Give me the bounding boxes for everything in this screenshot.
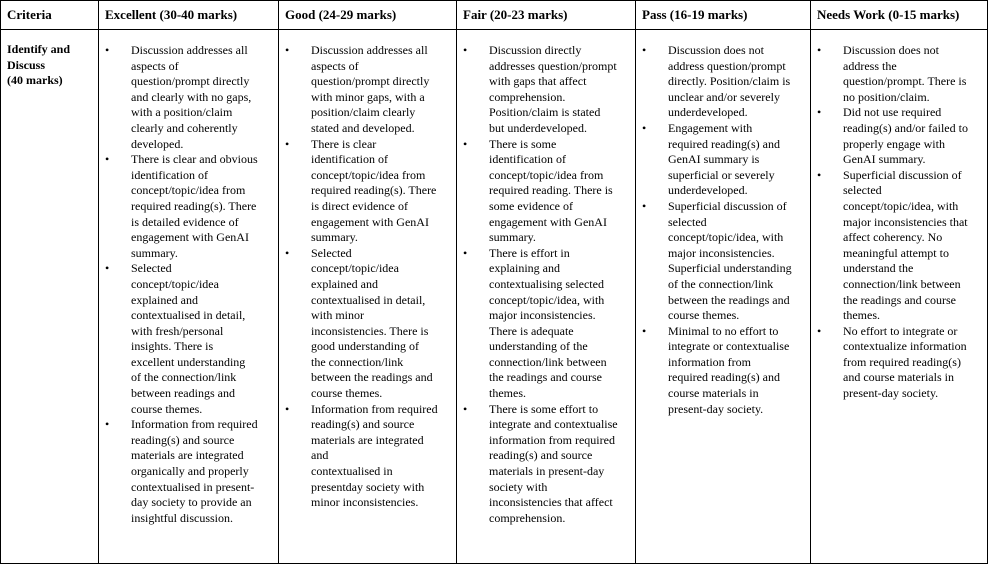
needs-work-bullet [811,105,987,167]
bullet-line: • Discussion directly [489,43,582,57]
identify-discuss-row [1,30,988,564]
bullet-line: present-day society. [843,386,939,401]
bullet-line: There is adequate [489,323,574,338]
bullet-line: position/claim clearly [311,105,416,120]
bullet-line: inconsistencies. There is [311,323,429,338]
bullet-line: identification of [131,167,208,182]
bullet-line: between the readings and [668,292,790,307]
bullet-line: no position/claim. [843,89,930,104]
bullet-line: engagement with GenAI [131,230,249,245]
bullet-line: integrate and contextualise [489,417,618,432]
good-bullet [279,246,456,402]
bullet-line: reading(s) and source [489,448,593,463]
bullet-line: contextualising selected [489,276,604,291]
bullet-line: insightful discussion. [131,510,234,525]
bullet-line: course themes. [311,386,383,401]
bullet-line: but underdeveloped. [489,120,587,135]
bullet-line: concept/topic/idea, with [668,230,784,245]
bullet-line: identification of [489,152,566,167]
bullet-line: • There is effort in [489,245,570,260]
bullet-line: the readings and course [489,370,602,385]
bullet-line: unclear and/or severely [668,89,780,104]
fair-cell [457,30,636,564]
bullet-line: minor inconsistencies. [311,495,419,510]
criteria-name-line1: Identify and [7,42,71,56]
needs-work-bullet [811,43,987,105]
bullet-line: • Discussion does not [843,43,939,57]
bullet-line: • There is clear and obvious [131,152,258,167]
bullet-line: • Superficial discussion of [843,167,962,182]
bullet-line: affect coherency. No [843,230,943,245]
bullet-line: day society to provide an [131,495,252,510]
bullet-line: GenAI summary. [843,152,926,167]
bullet-line: summary. [489,230,536,245]
bullet-line: from required reading(s) [843,354,961,369]
bullet-line: information from required [489,432,615,447]
bullet-line: clearly and coherently [131,120,238,135]
bullet-line: with fresh/personal [131,323,224,338]
bullet-line: explained and [131,292,198,307]
bullet-line: directly. Position/claim is [668,74,791,89]
bullet-line: • Information from required [311,401,438,416]
bullet-line: and [311,448,329,463]
bullet-line: concept/topic/idea from [131,183,246,198]
pass-bullet [636,121,810,199]
pass-bullet [636,324,810,418]
excellent-bullet-list [99,43,278,526]
good-cell [279,30,457,564]
bullet-line: some evidence of [489,198,573,213]
bullet-line: identification of [311,152,388,167]
bullet-line: understanding of the [489,339,588,354]
bullet-line: themes. [843,308,880,323]
bullet-line: • There is some [489,136,557,151]
bullet-line: • Information from required [131,417,258,432]
criteria-cell [1,30,99,564]
header-criteria: Criteria [1,1,99,30]
header-pass: Pass (16-19 marks) [636,1,811,30]
bullet-line: society with [489,479,548,494]
bullet-line: is detailed evidence of [131,214,239,229]
header-row [1,1,988,30]
bullet-line: major inconsistencies. [668,245,775,260]
header-excellent: Excellent (30-40 marks) [99,1,279,30]
bullet-line: the readings and course [843,292,956,307]
excellent-cell [99,30,279,564]
bullet-line: • There is some effort to [489,401,599,416]
excellent-bullet [99,43,278,152]
bullet-line: address the [843,58,897,73]
bullet-line: aspects of [311,58,359,73]
pass-bullet [636,43,810,121]
bullet-line: comprehension. [489,89,566,104]
bullet-line: course themes. [668,308,740,323]
needs-work-bullet-list [811,43,987,402]
needs-work-cell [811,30,988,564]
bullet-line: good understanding of [311,339,419,354]
bullet-line: is direct evidence of [311,198,408,213]
bullet-line: developed. [131,136,184,151]
bullet-line: • There is clear [311,136,377,151]
bullet-line: materials are integrated [311,432,424,447]
header-fair: Fair (20-23 marks) [457,1,636,30]
bullet-line: concept/topic/idea, with [843,198,959,213]
bullet-line: materials are integrated [131,448,244,463]
bullet-line: reading(s) and source [311,417,415,432]
bullet-line: contextualised in detail, [131,308,246,323]
needs-work-bullet [811,168,987,324]
bullet-line: information from [668,354,751,369]
header-good: Good (24-29 marks) [279,1,457,30]
bullet-line: question/prompt directly [131,74,250,89]
good-bullet [279,402,456,511]
bullet-line: comprehension. [489,510,566,525]
bullet-line: understand the [843,261,914,276]
bullet-line: insights. There is [131,339,214,354]
fair-bullet [457,137,635,246]
bullet-line: major inconsistencies that [843,214,968,229]
bullet-line: aspects of [131,58,179,73]
pass-bullet-list [636,43,810,417]
pass-bullet [636,199,810,324]
bullet-line: with minor gaps, with a [311,89,425,104]
bullet-line: excellent understanding [131,354,246,369]
bullet-line: materials in present-day [489,464,605,479]
criteria-marks: (40 marks) [7,73,63,88]
bullet-line: summary. [131,245,178,260]
bullet-line: required reading(s) and [668,370,780,385]
bullet-line: engagement with GenAI [489,214,607,229]
bullet-line: of the connection/link [131,370,237,385]
bullet-line: contextualised in present- [131,479,255,494]
bullet-line: explaining and [489,261,560,276]
bullet-line: GenAI summary is [668,152,760,167]
bullet-line: reading(s) and/or failed to [843,120,968,135]
bullet-line: question/prompt. There is [843,74,967,89]
bullet-line: selected [843,183,882,198]
bullet-line: addresses question/prompt [489,58,617,73]
bullet-line: concept/topic/idea from [311,167,426,182]
bullet-line: inconsistencies that affect [489,495,613,510]
good-bullet-list [279,43,456,511]
bullet-line: required reading(s) and [668,136,780,151]
bullet-line: Position/claim is stated [489,105,601,120]
needs-work-bullet [811,324,987,402]
bullet-line: • Selected [131,261,172,276]
bullet-line: • Minimal to no effort to [668,323,779,338]
bullet-line: organically and properly [131,464,249,479]
bullet-line: question/prompt directly [311,74,430,89]
bullet-line: between the readings and [311,370,433,385]
bullet-line: underdeveloped. [668,105,748,120]
bullet-line: present-day society. [668,401,764,416]
bullet-line: concept/topic/idea [131,276,219,291]
good-bullet [279,137,456,246]
bullet-line: • Discussion addresses all [311,43,428,57]
bullet-line: concept/topic/idea [311,261,399,276]
bullet-line: between readings and [131,386,235,401]
bullet-line: concept/topic/idea from [489,167,604,182]
bullet-line: meaningful attempt to [843,245,949,260]
pass-cell [636,30,811,564]
bullet-line: • Superficial discussion of [668,198,787,213]
bullet-line: connection/link between [489,354,607,369]
excellent-bullet [99,417,278,526]
bullet-line: course materials in [668,386,759,401]
bullet-line: • Selected [311,245,352,260]
bullet-line: the connection/link [311,354,404,369]
bullet-line: • Discussion does not [668,43,764,57]
bullet-line: address question/prompt [668,58,786,73]
bullet-line: connection/link between [843,276,961,291]
bullet-line: themes. [489,386,526,401]
bullet-line: required reading(s). There [311,183,437,198]
bullet-line: with minor [311,308,364,323]
bullet-line: presentday society with [311,479,425,494]
bullet-line: • Discussion addresses all [131,43,248,57]
bullet-line: integrate or contextualise [668,339,790,354]
bullet-line: with a position/claim [131,105,233,120]
excellent-bullet [99,152,278,261]
criteria-name-line2: Discuss [7,57,46,72]
bullet-line: properly engage with [843,136,945,151]
bullet-line: and clearly with no gaps, [131,89,252,104]
header-needs-work: Needs Work (0-15 marks) [811,1,988,30]
bullet-line: engagement with GenAI [311,214,429,229]
bullet-line: major inconsistencies. [489,308,596,323]
bullet-line: • Did not use required [843,105,942,120]
fair-bullet [457,246,635,402]
bullet-line: contextualize information [843,339,967,354]
bullet-line: concept/topic/idea, with [489,292,605,307]
bullet-line: of the connection/link [668,276,774,291]
bullet-line: required reading. There is [489,183,613,198]
fair-bullet [457,402,635,527]
bullet-line: • No effort to integrate or [843,323,958,338]
bullet-line: underdeveloped. [668,183,748,198]
bullet-line: Superficial understanding [668,261,792,276]
excellent-bullet [99,261,278,417]
fair-bullet-list [457,43,635,526]
bullet-line: selected [668,214,707,229]
bullet-line: superficial or severely [668,167,775,182]
good-bullet [279,43,456,137]
bullet-line: contextualised in [311,464,393,479]
bullet-line: summary. [311,230,358,245]
bullet-line: course themes. [131,401,203,416]
fair-bullet [457,43,635,137]
bullet-line: contextualised in detail, [311,292,426,307]
bullet-line: stated and developed. [311,120,415,135]
bullet-line: with gaps that affect [489,74,587,89]
bullet-line: required reading(s). There [131,198,257,213]
bullet-line: reading(s) and source [131,432,235,447]
bullet-line: explained and [311,276,378,291]
bullet-line: • Engagement with [668,120,753,135]
bullet-line: and course materials in [843,370,954,385]
